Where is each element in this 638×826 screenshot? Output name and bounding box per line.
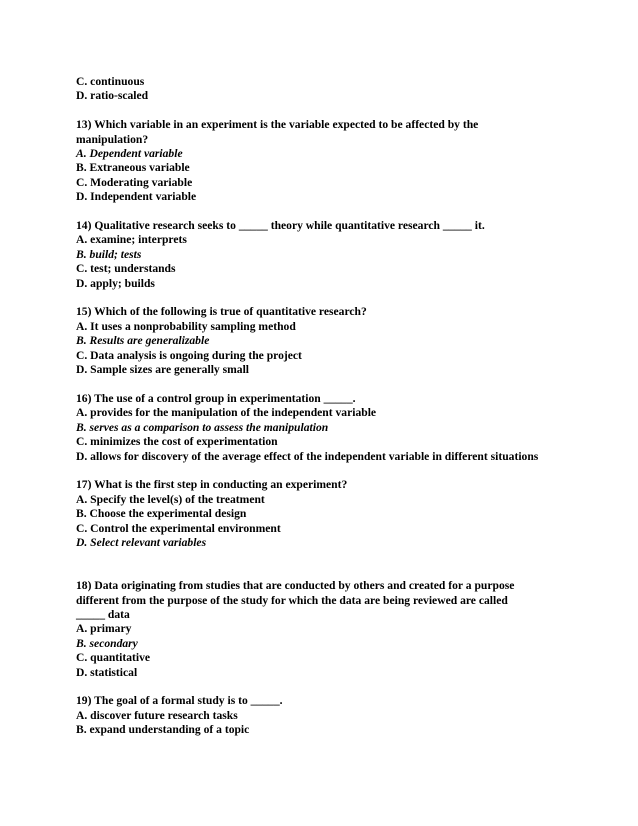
- question-text: 18) Data originating from studies that are conducted by others and created for a purpose: [76, 579, 515, 593]
- document-page: [76, 75, 576, 738]
- option-line: C. Data analysis is ongoing during the project: [76, 348, 302, 362]
- answer-option: B. build; tests: [76, 247, 142, 261]
- option-line: D. statistical: [76, 665, 138, 679]
- option-line: B. Choose the experimental design: [76, 507, 247, 521]
- option-line: C. minimizes the cost of experimentation: [76, 435, 278, 449]
- question-text: manipulation?: [76, 132, 149, 146]
- option-line: C. Control the experimental environment: [76, 521, 281, 535]
- spacer: [76, 291, 576, 305]
- option-line: D. Sample sizes are generally small: [76, 363, 250, 377]
- option-line: B. Extraneous variable: [76, 161, 190, 175]
- option-line: C. Moderating variable: [76, 175, 193, 189]
- question-17: [76, 478, 576, 550]
- question-text: different from the purpose of the study for which the data are being reviewed are called: [76, 593, 508, 607]
- answer-option: D. Select relevant variables: [76, 535, 207, 549]
- answer-option: B. serves as a comparison to assess the manipulation: [76, 420, 329, 434]
- option-line: C. quantitative: [76, 651, 151, 665]
- answer-option: B. secondary: [76, 636, 138, 650]
- question-14: [76, 219, 576, 291]
- question-19: [76, 694, 576, 737]
- answer-option: A. Dependent variable: [76, 147, 183, 161]
- question-text: 17) What is the first step in conducting an experiment?: [76, 478, 348, 492]
- option-line: A. Specify the level(s) of the treatment: [76, 492, 265, 506]
- question-13: [76, 118, 576, 204]
- option-line: C. continuous: [76, 75, 145, 88]
- spacer: [76, 680, 576, 694]
- option-line: B. expand understanding of a topic: [76, 723, 250, 737]
- question-text: 19) The goal of a formal study is to _____.: [76, 694, 283, 708]
- question-text: 16) The use of a control group in experimentation _____.: [76, 391, 356, 405]
- option-line: D. apply; builds: [76, 276, 155, 290]
- question-text: 13) Which variable in an experiment is the variable expected to be affected by the: [76, 118, 479, 132]
- option-line: C. test; understands: [76, 262, 176, 276]
- question-text: 15) Which of the following is true of quantitative research?: [76, 305, 367, 319]
- option-line: D. Independent variable: [76, 190, 197, 204]
- spacer: [76, 550, 576, 579]
- spacer: [76, 377, 576, 391]
- answer-option: B. Results are generalizable: [76, 334, 210, 348]
- question-text: _____ data: [76, 607, 130, 621]
- spacer: [76, 205, 576, 219]
- question-18: [76, 579, 576, 680]
- question-text: 14) Qualitative research seeks to _____ theory while quantitative research _____ it.: [76, 219, 485, 233]
- option-line: A. primary: [76, 622, 132, 636]
- option-line: A. examine; interprets: [76, 233, 187, 247]
- spacer: [76, 104, 576, 118]
- option-line: A. It uses a nonprobability sampling method: [76, 319, 296, 333]
- question-16: [76, 392, 576, 464]
- option-line: A. discover future research tasks: [76, 708, 238, 722]
- option-line: A. provides for the manipulation of the independent variable: [76, 406, 377, 420]
- lead-options: [76, 75, 576, 104]
- option-line: D. allows for discovery of the average effect of the independent variable in different situations: [76, 449, 539, 463]
- spacer: [76, 464, 576, 478]
- option-line: D. ratio-scaled: [76, 89, 149, 103]
- question-15: [76, 305, 576, 377]
